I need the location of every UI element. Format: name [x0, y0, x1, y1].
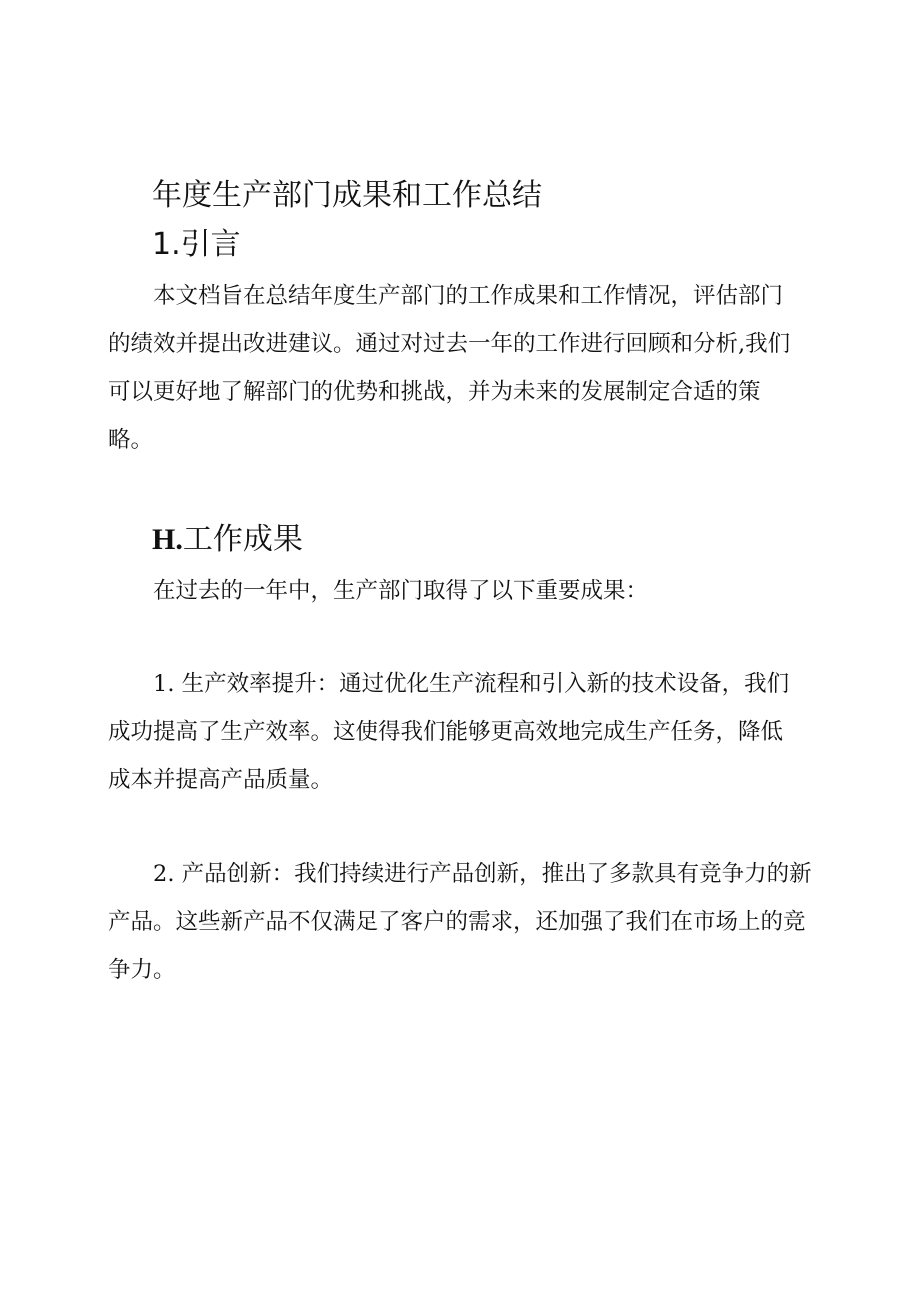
paragraph-line: 成本并提高产品质量。 — [108, 767, 334, 793]
document-title: 年度生产部门成果和工作总结 — [152, 178, 542, 213]
section-2-heading-prefix: H. — [152, 523, 183, 556]
section-2-intro: 在过去的一年中，生产部门取得了以下重要成果： — [153, 578, 649, 604]
paragraph-line: 可以更好地了解部门的优势和挑战，并为未来的发展制定合适的策 — [108, 379, 761, 405]
achievement-item-2 — [108, 850, 828, 994]
paragraph-line: 2. 产品创新：我们持续进行产品创新，推出了多款具有竞争力的新 — [153, 861, 812, 887]
section-1-heading: 1.引言 — [152, 227, 241, 262]
paragraph-line: 产品。这些新产品不仅满足了客户的需求，还加强了我们在市场上的竞 — [108, 909, 806, 935]
paragraph-line: 成功提高了生产效率。这使得我们能够更高效地完成生产任务，降低 — [108, 719, 784, 745]
section-1-paragraph — [108, 272, 828, 464]
section-2-heading — [152, 520, 303, 560]
paragraph-line: 略。 — [108, 427, 154, 453]
paragraph-line: 本文档旨在总结年度生产部门的工作成果和工作情况，评估部门 — [153, 283, 784, 309]
paragraph-line: 争力。 — [108, 957, 176, 983]
paragraph-line: 1. 生产效率提升：通过优化生产流程和引入新的技术设备，我们 — [153, 671, 790, 697]
achievement-item-1 — [108, 660, 828, 804]
paragraph-line: 的绩效并提出改进建议。通过对过去一年的工作进行回顾和分析,我们 — [108, 331, 791, 357]
section-2-heading-text: 工作成果 — [182, 522, 303, 557]
